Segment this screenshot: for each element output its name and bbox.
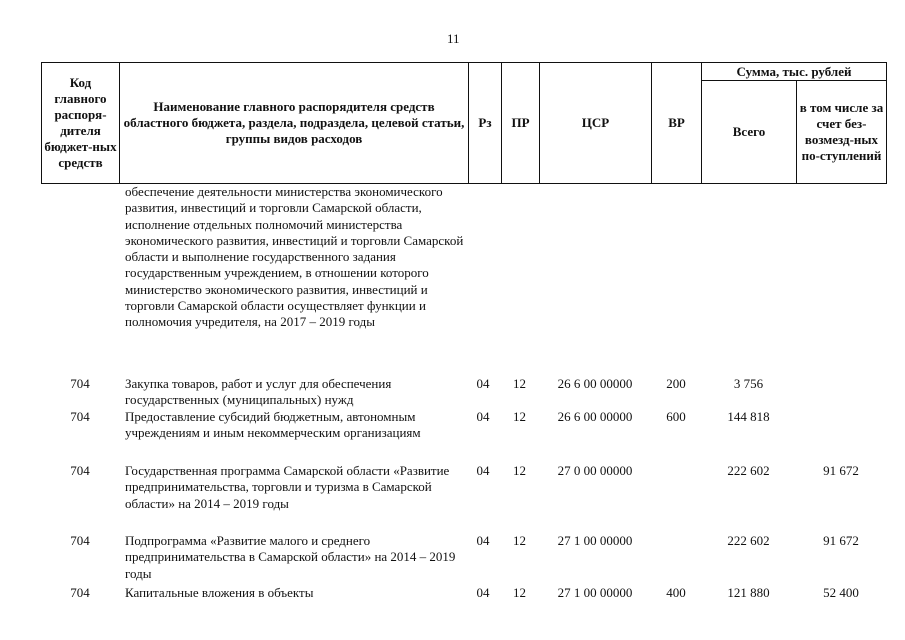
- row-free: 91 672: [823, 533, 859, 548]
- row-csr: 27 1 00 00000: [557, 533, 633, 548]
- header-total: Всего: [702, 81, 797, 184]
- row-code: 704: [70, 585, 90, 600]
- row-rz: 04: [476, 409, 490, 424]
- row-rz: 04: [476, 376, 490, 391]
- row-code: 704: [70, 463, 90, 478]
- row-name: Закупка товаров, работ и услуг для обеспечения государственных (муниципальных) нужд: [125, 376, 392, 408]
- header-pr: ПР: [502, 63, 540, 184]
- page-number: 11: [447, 31, 460, 46]
- row-vr: 400: [666, 585, 686, 600]
- row-vr: 200: [666, 376, 686, 391]
- header-name: Наименование главного распорядителя средств областного бюджета, раздела, подраздела, целевой статьи, группы видов расходов: [120, 63, 469, 184]
- row-csr: 27 1 00 00000: [557, 585, 633, 600]
- row-pr: 12: [513, 585, 526, 600]
- header-rz: Рз: [469, 63, 502, 184]
- row-name: обеспечение деятельности министерства экономического развития, инвестиций и торговли Самарской области, исполнение отдельных полномочий министерства экономического развития, инвестиций и торговли Самарской области и выполнение государственного задания государственным учреждением, в отношении которого министерство экономического развития, инвестиций и торговли Самарской области осуществляет функции и полномочия учредителя, на 2017 – 2019 годы: [125, 184, 464, 330]
- header-vr: ВР: [652, 63, 702, 184]
- row-total: 222 602: [727, 533, 770, 548]
- row-pr: 12: [513, 376, 526, 391]
- table-header: [41, 62, 887, 184]
- row-free: 52 400: [823, 585, 859, 600]
- row-rz: 04: [476, 585, 490, 600]
- table-body: [41, 184, 886, 605]
- row-free: 91 672: [823, 463, 859, 478]
- row-total: 121 880: [727, 585, 770, 600]
- row-csr: 27 0 00 00000: [557, 463, 633, 478]
- row-rz: 04: [476, 533, 490, 548]
- table-row: [41, 184, 886, 376]
- row-pr: 12: [513, 533, 526, 548]
- table-row: [41, 533, 886, 585]
- row-total: 144 818: [727, 409, 770, 424]
- row-csr: 26 6 00 00000: [557, 376, 633, 391]
- row-total: 222 602: [727, 463, 770, 478]
- row-code: 704: [70, 409, 90, 424]
- row-rz: 04: [476, 463, 490, 478]
- row-pr: 12: [513, 463, 526, 478]
- header-csr: ЦСР: [540, 63, 652, 184]
- row-vr: 600: [666, 409, 686, 424]
- row-pr: 12: [513, 409, 526, 424]
- header-code: Код главного распоря-дителя бюджет-ных средств: [42, 63, 120, 184]
- row-total: 3 756: [733, 376, 764, 391]
- header-free: в том числе за счет без-возмезд-ных по-ступлений: [797, 81, 887, 184]
- row-name: Предоставление субсидий бюджетным, автономным учреждениям и иным некоммерческим организациям: [125, 409, 421, 441]
- row-code: 704: [70, 533, 90, 548]
- row-code: 704: [70, 376, 90, 391]
- header-sum-group: Сумма, тыс. рублей: [702, 63, 887, 81]
- row-name: Государственная программа Самарской области «Развитие предпринимательства, торговли и туризма в Самарской области» на 2014 – 2019 годы: [125, 463, 450, 511]
- table-row: [41, 409, 886, 463]
- table-row: [41, 463, 886, 533]
- row-name: Капитальные вложения в объекты: [125, 585, 314, 600]
- row-name: Подпрограмма «Развитие малого и среднего предпринимательства в Самарской области» на 2014 – 2019 годы: [125, 533, 456, 581]
- row-csr: 26 6 00 00000: [557, 409, 633, 424]
- table-row: [41, 376, 886, 409]
- table-row: [41, 585, 886, 605]
